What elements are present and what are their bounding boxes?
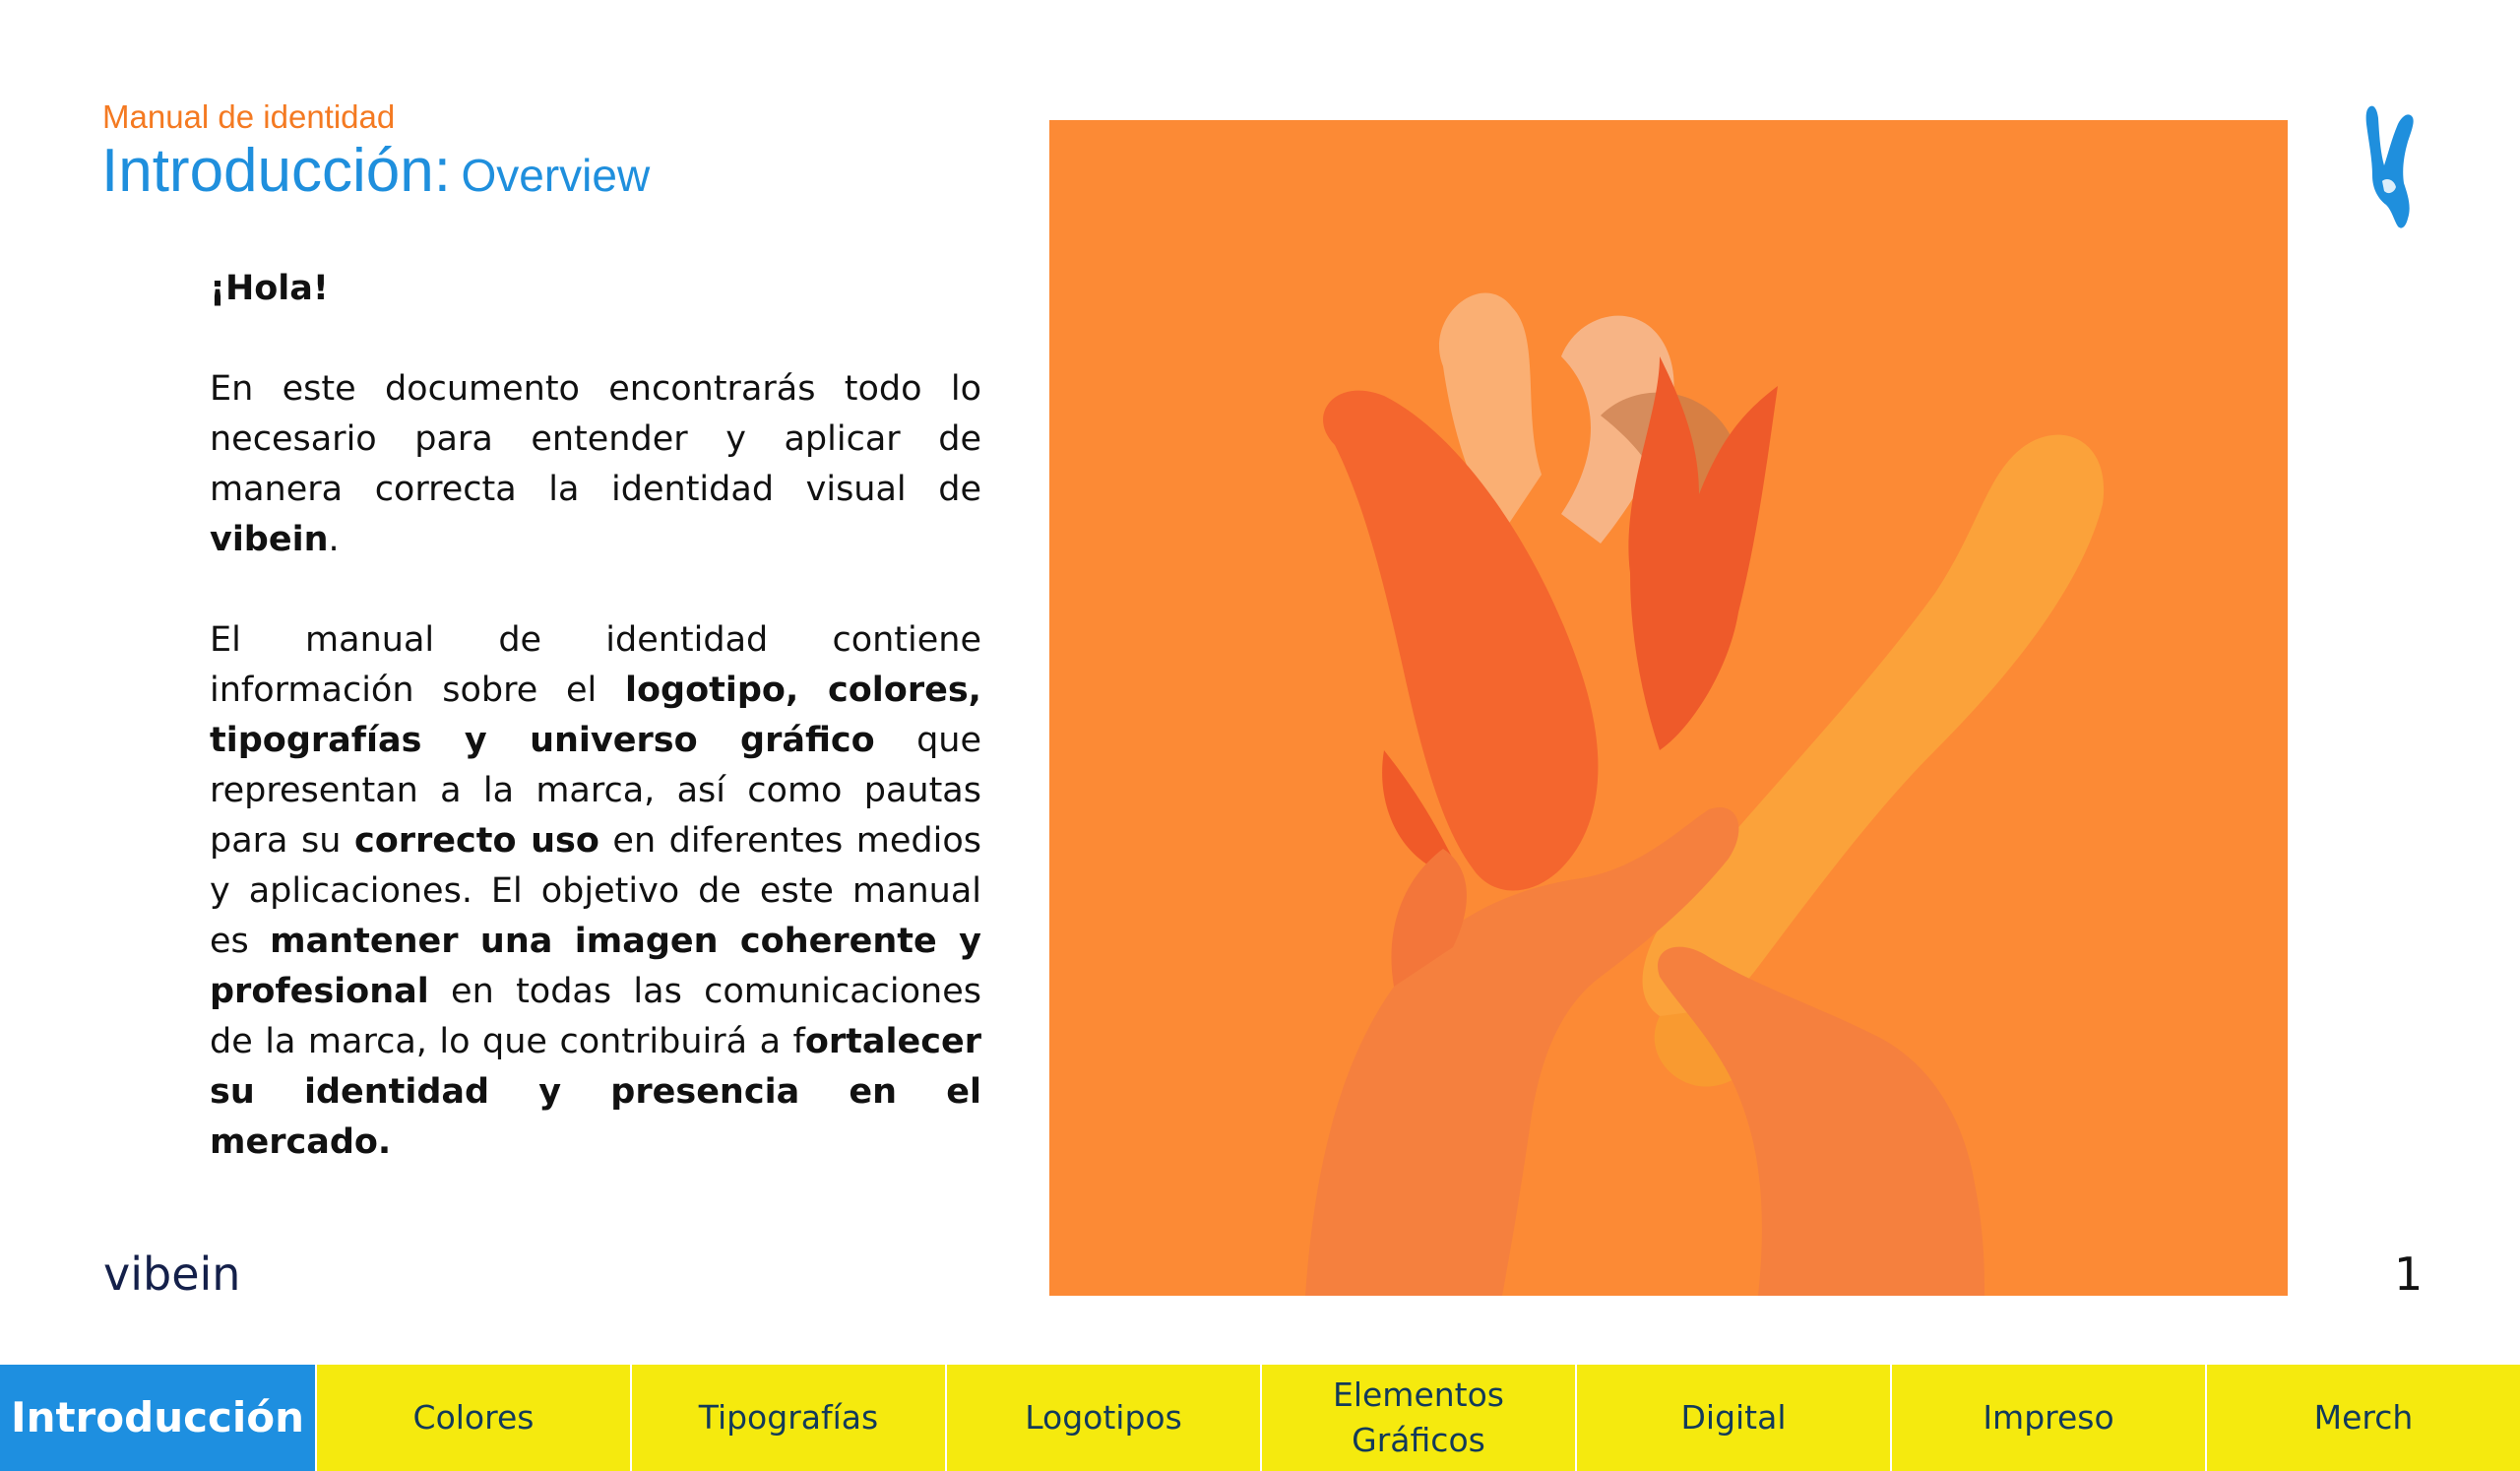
tab-introduccion[interactable]: Introducción bbox=[0, 1365, 315, 1471]
page-title-main: Introducción: bbox=[101, 137, 451, 205]
p2-bold-4: ortalecer su identidad y presencia en el mercado. bbox=[210, 1022, 981, 1162]
tab-colores[interactable]: Colores bbox=[315, 1365, 630, 1471]
p2-bold-3: mantener una imagen coherente y profesional bbox=[210, 922, 981, 1011]
hero-illustration bbox=[1049, 120, 2288, 1296]
tab-merch[interactable]: Merch bbox=[2205, 1365, 2520, 1471]
intro-paragraph-1-end: . bbox=[328, 520, 340, 559]
brand-name-bold: vibein bbox=[210, 520, 329, 559]
page-title bbox=[101, 136, 650, 206]
p2-text-2: que representan a la marca, así como pautas para su bbox=[210, 721, 981, 861]
document-eyebrow: Manual de identidad bbox=[102, 98, 396, 135]
tab-digital[interactable]: Digital bbox=[1575, 1365, 1890, 1471]
p2-text-1: El manual de identidad contiene información sobre el bbox=[210, 620, 981, 710]
tab-tipografias[interactable]: Tipografías bbox=[630, 1365, 945, 1471]
intro-body bbox=[210, 264, 981, 1218]
p2-text-4: en todas las comunicaciones de la marca, lo que contribuirá a f bbox=[210, 972, 981, 1061]
brand-wordmark: vibein bbox=[103, 1247, 241, 1301]
hero-image bbox=[1049, 120, 2288, 1296]
brand-hand-logo-icon bbox=[2364, 104, 2418, 232]
tab-elementos-graficos[interactable]: Elementos Gráficos bbox=[1260, 1365, 1575, 1471]
p2-text-3: en diferentes medios y aplicaciones. El objetivo de este manual es bbox=[210, 821, 982, 961]
section-nav bbox=[0, 1365, 2520, 1471]
tab-logotipos[interactable]: Logotipos bbox=[945, 1365, 1260, 1471]
page-title-subtitle: Overview bbox=[461, 150, 651, 201]
intro-paragraph-1-text: En este documento encontrarás todo lo necesario para entender y aplicar de manera correcta la identidad visual de bbox=[210, 369, 981, 509]
page-number: 1 bbox=[2394, 1247, 2424, 1301]
p2-bold-2: correcto uso bbox=[353, 821, 599, 861]
intro-paragraph-1 bbox=[210, 364, 981, 565]
intro-paragraph-2 bbox=[210, 615, 981, 1168]
p2-bold-1: logotipo, colores, tipografías y universo gráfico bbox=[210, 671, 981, 760]
tab-impreso[interactable]: Impreso bbox=[1890, 1365, 2205, 1471]
greeting: ¡Hola! bbox=[210, 269, 329, 308]
